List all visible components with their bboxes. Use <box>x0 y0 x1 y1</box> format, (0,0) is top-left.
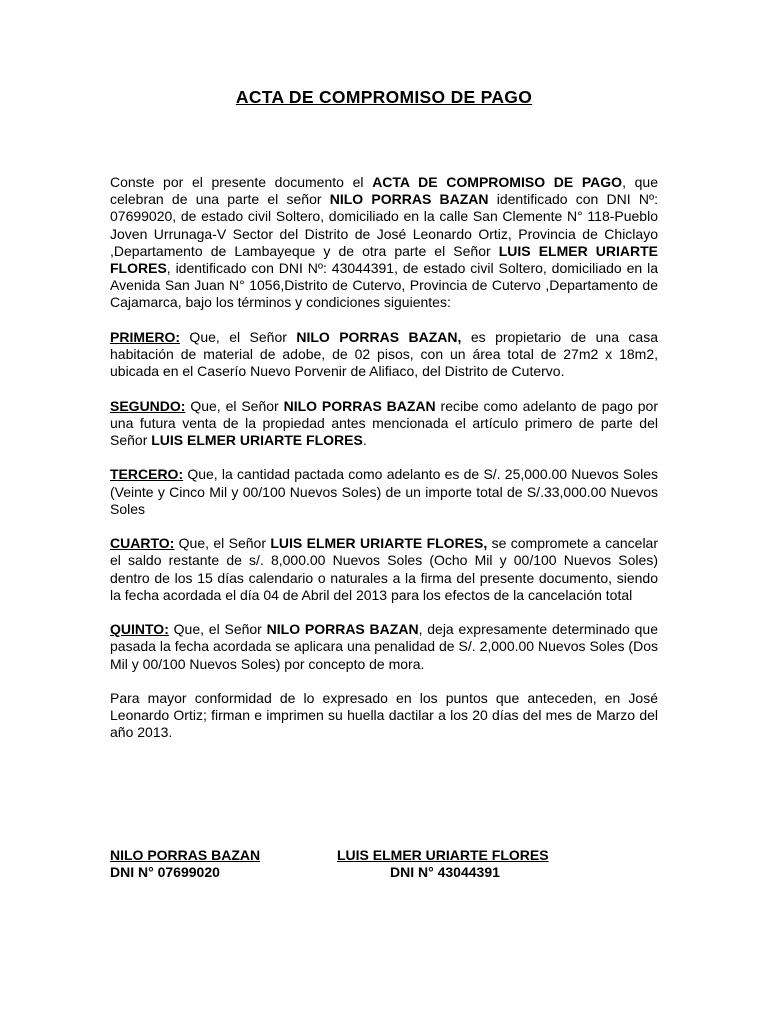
party-one-name: NILO PORRAS BAZAN <box>329 191 489 208</box>
document-title: ACTA DE COMPROMISO DE PAGO <box>235 87 533 107</box>
signature-name: LUIS ELMER URIARTE FLORES <box>337 847 549 863</box>
signature-name: NILO PORRAS BAZAN <box>110 847 261 863</box>
clause-label: QUINTO: <box>110 621 169 638</box>
signature-dni: DNI N° 07699020 <box>110 864 220 881</box>
signature-block-party-one <box>110 847 260 881</box>
party-one-name: NILO PORRAS BAZAN, <box>296 328 462 345</box>
party-two-name: LUIS ELMER URIARTE FLORES <box>110 242 659 277</box>
signature-dni: DNI N° 43044391 <box>390 864 500 881</box>
clause-text: Que, la cantidad pactada como adelanto es de S/. 25,000.00 Nuevos Soles (Veinte y Cinco Mil y 00/100 Nuevos Soles) de un importe total de S/.33,000.00 Nuevos Soles <box>110 466 658 517</box>
clause-label: TERCERO: <box>110 466 184 483</box>
clause-text: , deja expresamente determinado que pasada la fecha acordada se aplicara una penalidad de S/. 2,000.00 Nuevos Soles (Dos Mil y 00/100 Nuevos Soles) por concepto de mora. <box>110 621 658 672</box>
intro-doc-name: ACTA DE COMPROMISO DE PAGO <box>372 174 623 190</box>
clause-cuarto <box>110 535 658 604</box>
clause-text: Que, el Señor <box>174 535 271 552</box>
clause-text: Que, el Señor <box>185 397 284 414</box>
clause-segundo <box>110 398 658 450</box>
clause-label: PRIMERO: <box>110 328 180 345</box>
document-body <box>110 174 658 759</box>
clause-text: recibe como adelanto de pago por una futura venta de la propiedad antes mencionada el artículo primero de parte del Señor <box>110 397 658 449</box>
clause-text: es propietario de una casa habitación de material de adobe, de 02 pisos, con un área total de 27m2 x 18m2, ubicada en el Caserío Nuevo Porvenir de Alifiaco, del Distrito de Cutervo. <box>110 328 659 380</box>
intro-text: Conste por el presente documento el <box>110 174 373 190</box>
party-one-name: NILO PORRAS BAZAN <box>283 397 436 414</box>
party-two-name: LUIS ELMER URIARTE FLORES <box>151 432 363 449</box>
clause-tercero <box>110 466 658 518</box>
clause-label: SEGUNDO: <box>110 397 186 414</box>
intro-text: , que celebran de una parte el señor <box>110 174 658 208</box>
party-one-name: NILO PORRAS BAZAN <box>266 621 419 638</box>
intro-paragraph <box>110 174 658 312</box>
clause-quinto <box>110 621 658 673</box>
closing-paragraph: Para mayor conformidad de lo expresado en los puntos que anteceden, en José Leonardo Ortiz; firman e imprimen su huella dactilar a los 20 días del mes de Marzo del año 2013. <box>110 690 658 741</box>
clause-label: CUARTO: <box>110 535 175 552</box>
clause-text: Que, el Señor <box>180 328 297 345</box>
clause-text: se compromete a cancelar el saldo restante de s/. 8,000.00 Nuevos Soles (Ocho Mil y 00/100 Nuevos Soles) dentro de los 15 días calendario o naturales a la firma del presente documento, siendo la fecha acordada el día 04 de Abril del 2013 para los efectos de la cancelación total <box>110 535 659 603</box>
clause-text: Que, el Señor <box>168 621 267 638</box>
intro-text: , identificado con DNI Nº: 43044391, de estado civil Soltero, domiciliado en la Avenida San Juan N° 1056,Distrito de Cutervo, Provincia de Cutervo ,Departamento de Cajamarca, bajo los términos y condiciones siguientes: <box>110 260 658 311</box>
clause-primero <box>110 329 658 381</box>
signature-block-party-two <box>337 847 549 881</box>
intro-text: identificado con DNI Nº: 07699020, de estado civil Soltero, domiciliado en la calle San Clemente N° 118-Pueblo Joven Urrunaga-V Sector del Distrito de José Leonardo Ortiz, Provincia de Chiclayo ,Departamento de Lambayeque y de otra parte el Señor <box>110 191 658 259</box>
clause-text: . <box>362 432 367 449</box>
party-two-name: LUIS ELMER URIARTE FLORES, <box>270 535 488 552</box>
